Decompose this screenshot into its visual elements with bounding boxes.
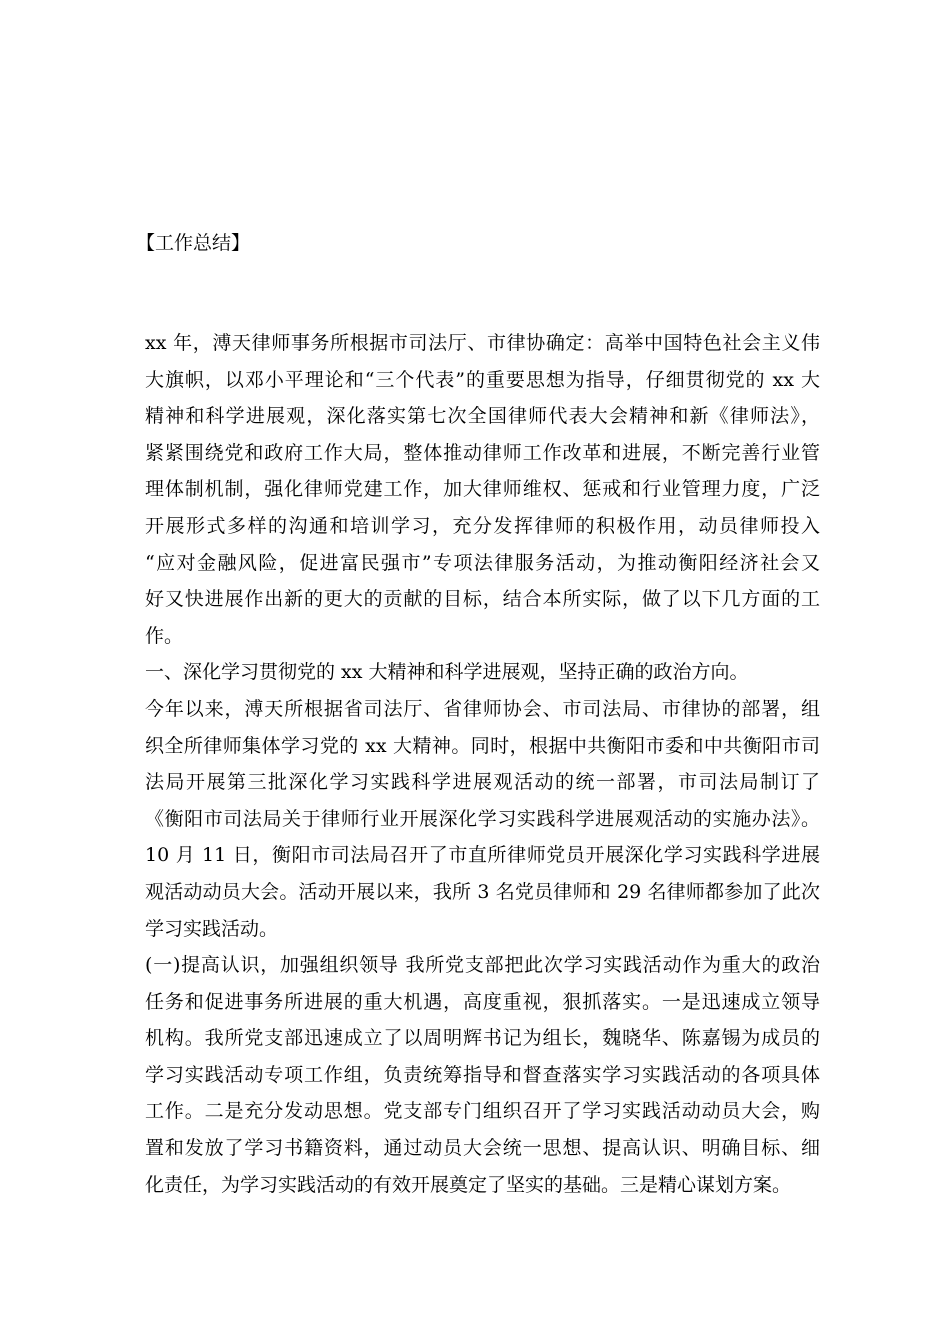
body-line: 织全所律师集体学习党的 xx 大精神。同时，根据中共衡阳市委和中共衡阳市司: [145, 734, 820, 757]
section-heading: 一、深化学习贯彻党的 xx 大精神和科学进展观，坚持正确的政治方向。: [145, 661, 749, 684]
document-title: 【工作总结】: [136, 232, 251, 254]
body-line: 大旗帜，以邓小平理论和“三个代表”的重要思想为指导，仔细贯彻党的 xx 大: [145, 368, 820, 391]
body-line: xx 年，溥天律师事务所根据市司法厅、市律协确定：高举中国特色社会主义伟: [145, 332, 820, 354]
body-line: 法局开展第三批深化学习实践科学进展观活动的统一部署，市司法局制订了: [145, 771, 820, 794]
body-line: 学习实践活动专项工作组，负责统筹指导和督查落实学习实践活动的各项具体: [145, 1063, 820, 1086]
body-line: 机构。我所党支部迅速成立了以周明辉书记为组长，魏晓华、陈嘉锡为成员的: [145, 1027, 820, 1050]
body-line: 学习实践活动。: [145, 917, 279, 940]
body-line: 理体制机制，强化律师党建工作，加大律师维权、惩戒和行业管理力度，广泛: [145, 478, 820, 501]
body-line: 紧紧围绕党和政府工作大局，整体推动律师工作改革和进展，不断完善行业管: [145, 441, 820, 464]
body-line: 作。: [145, 624, 184, 647]
body-line: 10 月 11 日，衡阳市司法局召开了市直所律师党员开展深化学习实践科学进展: [145, 844, 820, 867]
body-line: 好又快进展作出新的更大的贡献的目标，结合本所实际，做了以下几方面的工: [145, 588, 820, 611]
body-line: 置和发放了学习书籍资料，通过动员大会统一思想、提高认识、明确目标、细: [145, 1137, 820, 1160]
body-line: 今年以来，溥天所根据省司法厅、省律师协会、市司法局、市律协的部署，组: [145, 697, 820, 720]
body-line: 工作。二是充分发动思想。党支部专门组织召开了学习实践活动动员大会，购: [145, 1100, 820, 1123]
body-line: 开展形式多样的沟通和培训学习，充分发挥律师的积极作用，动员律师投入: [145, 514, 820, 537]
subsection-line: (一)提高认识，加强组织领导 我所党支部把此次学习实践活动作为重大的政治: [145, 954, 820, 977]
body-line: 《衡阳市司法局关于律师行业开展深化学习实践科学进展观活动的实施办法》。: [145, 807, 820, 830]
body-line: 化责任，为学习实践活动的有效开展奠定了坚实的基础。三是精心谋划方案。: [145, 1173, 792, 1196]
body-line: “应对金融风险，促进富民强市”专项法律服务活动，为推动衡阳经济社会又: [145, 551, 820, 574]
body-line: 观活动动员大会。活动开展以来，我所 3 名党员律师和 29 名律师都参加了此次: [145, 880, 820, 903]
document-body: [145, 325, 820, 1203]
body-line: 任务和促进事务所进展的重大机遇，高度重视，狠抓落实。一是迅速成立领导: [145, 990, 820, 1013]
body-line: 精神和科学进展观，深化落实第七次全国律师代表大会精神和新《律师法》，: [145, 405, 820, 428]
